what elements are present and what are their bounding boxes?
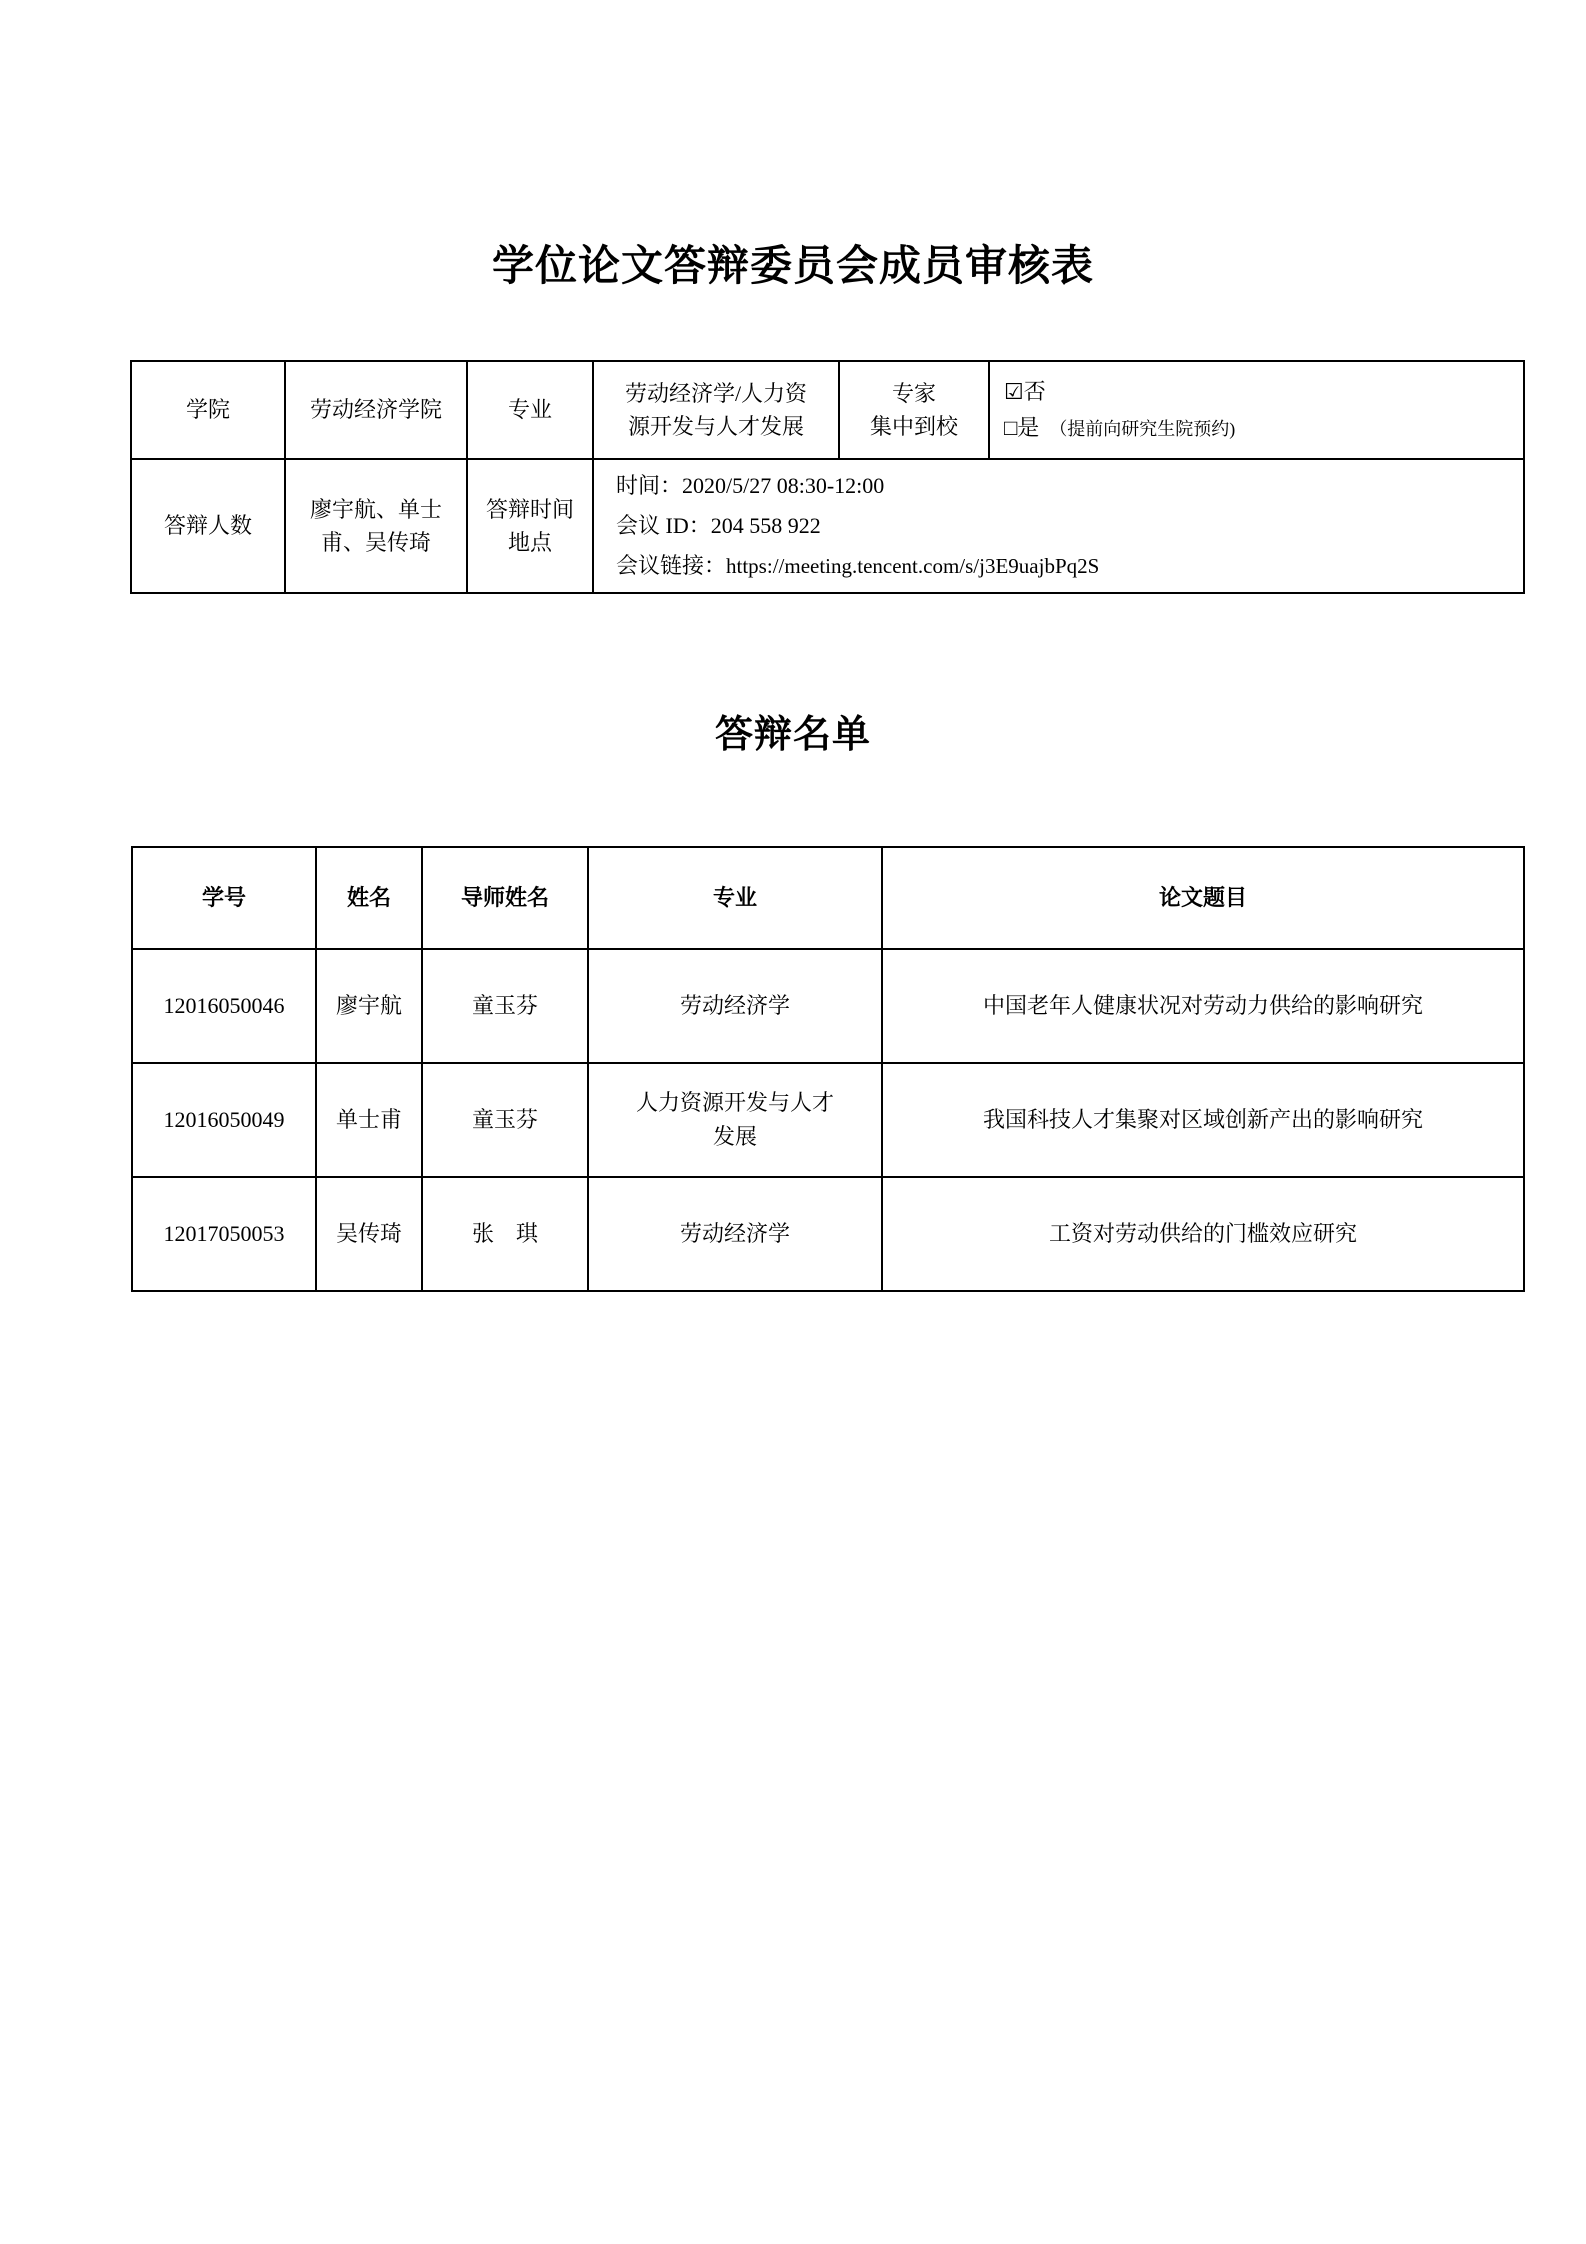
- defense-time-place-label: [467, 459, 593, 593]
- major-label: 专业: [467, 361, 593, 459]
- college-label: 学院: [131, 361, 285, 459]
- meeting-link-value[interactable]: https://meeting.tencent.com/s/j3E9uajbPq2S: [726, 554, 1100, 578]
- table-row: [132, 1063, 1524, 1177]
- cell-student-id: 12016050046: [132, 949, 316, 1063]
- column-header-name: 姓名: [316, 847, 422, 949]
- table-row: [132, 949, 1524, 1063]
- checkbox-unchecked-icon[interactable]: □: [1004, 414, 1018, 440]
- expert-onsite-label: [839, 361, 989, 459]
- option-no-row[interactable]: [1004, 374, 1523, 410]
- meeting-id-value: 204 558 922: [710, 513, 821, 538]
- cell-major-line1: 人力资源开发与人才: [635, 1090, 834, 1115]
- expert-onsite-label-line2: 集中到校: [869, 414, 958, 439]
- option-no-label: 否: [1023, 378, 1046, 404]
- column-header-thesis-title: 论文题目: [882, 847, 1524, 949]
- meeting-details: [593, 459, 1524, 593]
- meeting-id-line: [616, 506, 1523, 546]
- expert-onsite-label-line1: 专家: [891, 381, 936, 406]
- table-row: [132, 1177, 1524, 1291]
- meeting-time-label: 时间：: [616, 473, 683, 498]
- defense-roster-table: [131, 846, 1525, 1292]
- cell-name: 单士甫: [316, 1063, 422, 1177]
- cell-major: [588, 1177, 882, 1291]
- cell-thesis-title: 我国科技人才集聚对区域创新产出的影响研究: [882, 1063, 1524, 1177]
- defense-time-place-label-line1: 答辩时间: [485, 497, 574, 522]
- expert-onsite-options: [989, 361, 1524, 459]
- defense-count-label: 答辩人数: [131, 459, 285, 593]
- page-title: 学位论文答辩委员会成员审核表: [491, 241, 1094, 290]
- major-value-line2: 源开发与人才发展: [627, 414, 804, 439]
- option-yes-note: （提前向研究生院预约): [1049, 418, 1236, 439]
- defense-count-value-line2: 甫、吴传琦: [320, 530, 431, 555]
- cell-advisor: 童玉芬: [422, 1063, 588, 1177]
- cell-major: [588, 1063, 882, 1177]
- defense-info-table: [130, 360, 1525, 594]
- meeting-id-label: 会议 ID：: [616, 513, 711, 538]
- cell-major-line2: 发展: [712, 1124, 757, 1149]
- defense-time-place-label-line2: 地点: [507, 530, 552, 555]
- college-value: 劳动经济学院: [285, 361, 467, 459]
- meeting-link-label: 会议链接：: [616, 553, 727, 578]
- major-value: [593, 361, 839, 459]
- cell-name: 廖宇航: [316, 949, 422, 1063]
- cell-advisor: 童玉芬: [422, 949, 588, 1063]
- table-header-row: [132, 847, 1524, 949]
- cell-name: 吴传琦: [316, 1177, 422, 1291]
- option-yes-label: 是: [1017, 414, 1040, 440]
- defense-count-value: [285, 459, 467, 593]
- table-row: [131, 361, 1524, 459]
- meeting-time-value: 2020/5/27 08:30-12:00: [682, 473, 885, 498]
- cell-major-line1: 劳动经济学: [679, 993, 790, 1018]
- section-title: 答辩名单: [714, 712, 871, 756]
- column-header-major: 专业: [588, 847, 882, 949]
- major-value-line1: 劳动经济学/人力资: [624, 381, 808, 406]
- cell-major: [588, 949, 882, 1063]
- cell-major-line1: 劳动经济学: [679, 1221, 790, 1246]
- column-header-advisor: 导师姓名: [422, 847, 588, 949]
- cell-thesis-title: 工资对劳动供给的门槛效应研究: [882, 1177, 1524, 1291]
- checkbox-checked-icon[interactable]: ☑: [1004, 378, 1024, 404]
- cell-student-id: 12017050053: [132, 1177, 316, 1291]
- cell-thesis-title: 中国老年人健康状况对劳动力供给的影响研究: [882, 949, 1524, 1063]
- option-yes-row[interactable]: [1004, 410, 1523, 447]
- defense-count-value-line1: 廖宇航、单士: [309, 497, 442, 522]
- cell-advisor: 张 琪: [422, 1177, 588, 1291]
- meeting-link-line: [616, 546, 1523, 586]
- meeting-time-line: [616, 466, 1523, 506]
- table-row: [131, 459, 1524, 593]
- column-header-student-id: 学号: [132, 847, 316, 949]
- cell-student-id: 12016050049: [132, 1063, 316, 1177]
